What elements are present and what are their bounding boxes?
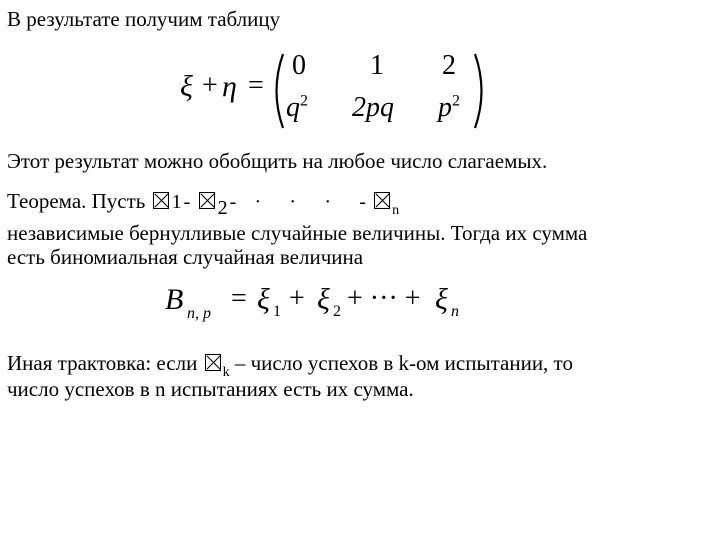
cell-1-0 <box>286 92 308 124</box>
seq-glyph: 2 <box>217 197 228 219</box>
b-subscript: n, p <box>187 305 211 322</box>
cell-1-0-sup: 2 <box>300 92 308 110</box>
intro-text: В результате получим таблицу <box>7 7 281 31</box>
theorem-line-2: независимые бернулливые случайные величины. Тогда их сумма <box>7 221 588 245</box>
equals-sign: = <box>248 70 264 101</box>
cell-1-1: 2pq <box>352 92 394 123</box>
theorem-line-1 <box>7 188 399 218</box>
cell-0-0: 0 <box>292 50 306 81</box>
seq-glyph: · <box>324 191 331 213</box>
alt-sub-k: k <box>222 365 230 380</box>
binomial-formula <box>165 283 475 333</box>
cell-0-2: 2 <box>442 50 456 81</box>
broken-glyph-icon <box>153 192 169 209</box>
xi-2-sub: 2 <box>333 303 341 320</box>
formula-dots: + ··· + <box>347 283 421 314</box>
seq-glyph: 1 <box>171 191 182 213</box>
theorem-label: Теорема. Пусть <box>7 189 146 213</box>
xi-symbol: ξ <box>180 70 193 103</box>
b-symbol: B <box>165 283 184 316</box>
eta-symbol: η <box>222 70 237 103</box>
xi-n-sub: n <box>451 303 459 320</box>
theorem-line-3: есть биномиальная случайная величина <box>7 245 364 269</box>
broken-glyph-icon <box>374 192 390 209</box>
alt-line-2: число успехов в n испытаниях есть их сумма. <box>7 377 414 401</box>
cell-0-1: 1 <box>370 50 384 81</box>
right-paren <box>472 52 490 130</box>
seq-glyph: · <box>289 191 297 213</box>
xi-2: ξ <box>317 283 330 316</box>
xi-1: ξ <box>257 283 270 316</box>
cell-1-2-sup: 2 <box>452 92 460 110</box>
formula-plus: + <box>289 283 305 314</box>
alt-line-1-post: – число успехов в k-ом испытании, то <box>234 351 573 375</box>
cell-1-0-base: q <box>286 92 300 123</box>
left-paren <box>268 52 286 130</box>
seq-glyph: - <box>229 191 237 213</box>
seq-glyph: - <box>183 191 191 213</box>
alt-line-1-pre: Иная трактовка: если <box>7 351 198 375</box>
cell-1-2 <box>438 92 460 124</box>
broken-glyph-icon <box>199 192 215 209</box>
distribution-table <box>180 52 490 130</box>
formula-equals: = <box>231 283 247 314</box>
generalize-text: Этот результат можно обобщить на любое число слагаемых. <box>7 149 548 173</box>
plus-sign: + <box>202 70 218 101</box>
broken-glyph-icon <box>205 354 221 371</box>
cell-1-2-base: p <box>438 92 452 123</box>
xi-1-sub: 1 <box>273 303 281 320</box>
seq-glyph: - <box>359 191 366 213</box>
last-sub: n <box>392 203 400 218</box>
xi-n: ξ <box>435 283 448 316</box>
seq-glyph: · <box>254 191 262 213</box>
